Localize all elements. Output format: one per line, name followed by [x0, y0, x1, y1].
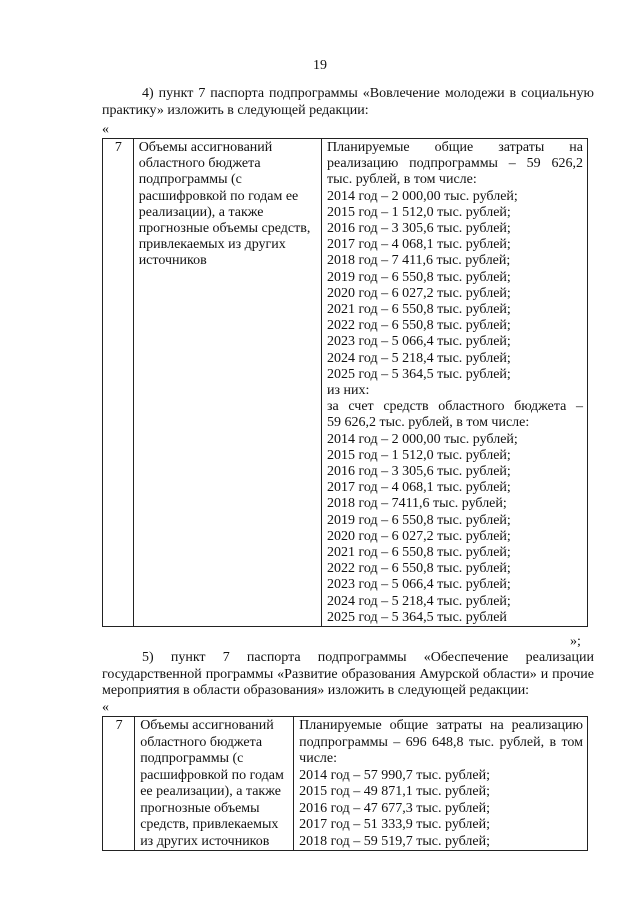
section4-left-cell: Объемы ассигнований областного бюджета подпрограммы (с расшифровкой по годам ее реализации), а также прогнозные объемы средств, привлекаемых из других источников	[133, 139, 321, 627]
section4-right-line: 2024 год – 5 218,4 тыс. рублей;	[326, 350, 511, 366]
section4-right-line: 2014 год – 2 000,00 тыс. рублей;	[326, 188, 518, 204]
section5-right-line: числе:	[299, 751, 337, 766]
section5-intro	[102, 650, 594, 700]
section4-right-line: тыс. рублей, в том числе:	[326, 172, 477, 188]
section4-right-line: 2019 год – 6 550,8 тыс. рублей;	[326, 512, 511, 528]
page-number: 19	[313, 58, 327, 73]
section4-right-line: 2025 год – 5 364,5 тыс. рублей;	[326, 366, 511, 382]
section4-right-line: 2018 год – 7 411,6 тыс. рублей;	[326, 253, 511, 269]
section5-right-cell	[294, 717, 588, 851]
section5-left-cell: Объемы ассигнований областного бюджета подпрограммы (с расшифровкой по годам ее реализации), а также прогнозные объемы средств, привлекаемых из других источников	[135, 717, 294, 851]
section5-right-line: подпрограммы – 696 648,8 тыс. рублей, в том	[299, 734, 583, 750]
section5-right-line: 2016 год – 47 677,3 тыс. рублей;	[299, 800, 490, 816]
section4-right-line: 2022 год – 6 550,8 тыс. рублей;	[326, 318, 511, 334]
section4-right-line: 2022 год – 6 550,8 тыс. рублей;	[326, 561, 511, 577]
section5-open-quote: «	[102, 700, 109, 715]
section4-right-line: 59 626,2 тыс. рублей, в том числе:	[326, 415, 530, 431]
table-row	[103, 139, 588, 627]
section5-right-line: 2017 год – 51 333,9 тыс. рублей;	[299, 817, 490, 832]
section5-right-line: 2014 год – 57 990,7 тыс. рублей;	[299, 767, 490, 783]
section5-intro-text: 5) пункт 7 паспорта подпрограммы «Обеспечение реализации государственной программы «Развитие образования Амурской области» и прочие мероприятия в области образования» изложить в следующей редакции:	[102, 650, 594, 698]
section4-table	[102, 138, 588, 627]
table-row	[103, 717, 588, 851]
section4-right-line: 2023 год – 5 066,4 тыс. рублей;	[326, 577, 511, 593]
section4-intro-text: 4) пункт 7 паспорта подпрограммы «Вовлечение молодежи в социальную практику» изложить в следующей редакции:	[102, 86, 594, 118]
section4-right-line: 2018 год – 7411,6 тыс. рублей;	[326, 496, 507, 512]
section4-right-cell	[321, 139, 587, 627]
section5-right-line: Планируемые общие затраты на реализацию	[299, 718, 583, 733]
section4-right-line: 2014 год – 2 000,00 тыс. рублей;	[326, 431, 518, 447]
section4-close-quote: »;	[570, 634, 581, 649]
section4-right-line: 2020 год – 6 027,2 тыс. рублей;	[326, 285, 511, 301]
section5-table	[102, 716, 588, 851]
section4-right-line: 2019 год – 6 550,8 тыс. рублей;	[326, 269, 511, 285]
section4-right-line: 2016 год – 3 305,6 тыс. рублей;	[326, 464, 511, 480]
section4-intro	[102, 86, 594, 119]
section4-right-line: Планируемые общие затраты на	[326, 140, 583, 155]
section5-right-line: 2018 год – 59 519,7 тыс. рублей;	[299, 833, 490, 849]
section4-right-line: 2021 год – 6 550,8 тыс. рублей;	[326, 545, 511, 561]
section4-right-line: 2017 год – 4 068,1 тыс. рублей;	[326, 480, 511, 496]
section4-right-line: реализацию подпрограммы – 59 626,2	[326, 156, 583, 172]
section4-right-line: 2025 год – 5 364,5 тыс. рублей	[326, 609, 507, 625]
section4-right-line: 2024 год – 5 218,4 тыс. рублей;	[326, 593, 511, 609]
section4-right-line: 2015 год – 1 512,0 тыс. рублей;	[326, 447, 511, 463]
section4-right-line: 2015 год – 1 512,0 тыс. рублей;	[326, 204, 511, 220]
section4-row-number: 7	[103, 139, 134, 627]
section4-right-line: 2021 год – 6 550,8 тыс. рублей;	[326, 302, 511, 318]
section4-right-line: 2020 год – 6 027,2 тыс. рублей;	[326, 528, 511, 544]
section4-right-line: за счет средств областного бюджета –	[326, 399, 583, 415]
section4-right-line: из них:	[326, 383, 370, 399]
section4-right-line: 2016 год – 3 305,6 тыс. рублей;	[326, 221, 511, 237]
section4-right-line: 2017 год – 4 068,1 тыс. рублей;	[326, 237, 511, 253]
section4-open-quote: «	[102, 122, 109, 137]
section4-right-line: 2023 год – 5 066,4 тыс. рублей;	[326, 334, 511, 350]
section5-row-number: 7	[103, 717, 135, 851]
section5-right-line: 2015 год – 49 871,1 тыс. рублей;	[299, 784, 490, 799]
